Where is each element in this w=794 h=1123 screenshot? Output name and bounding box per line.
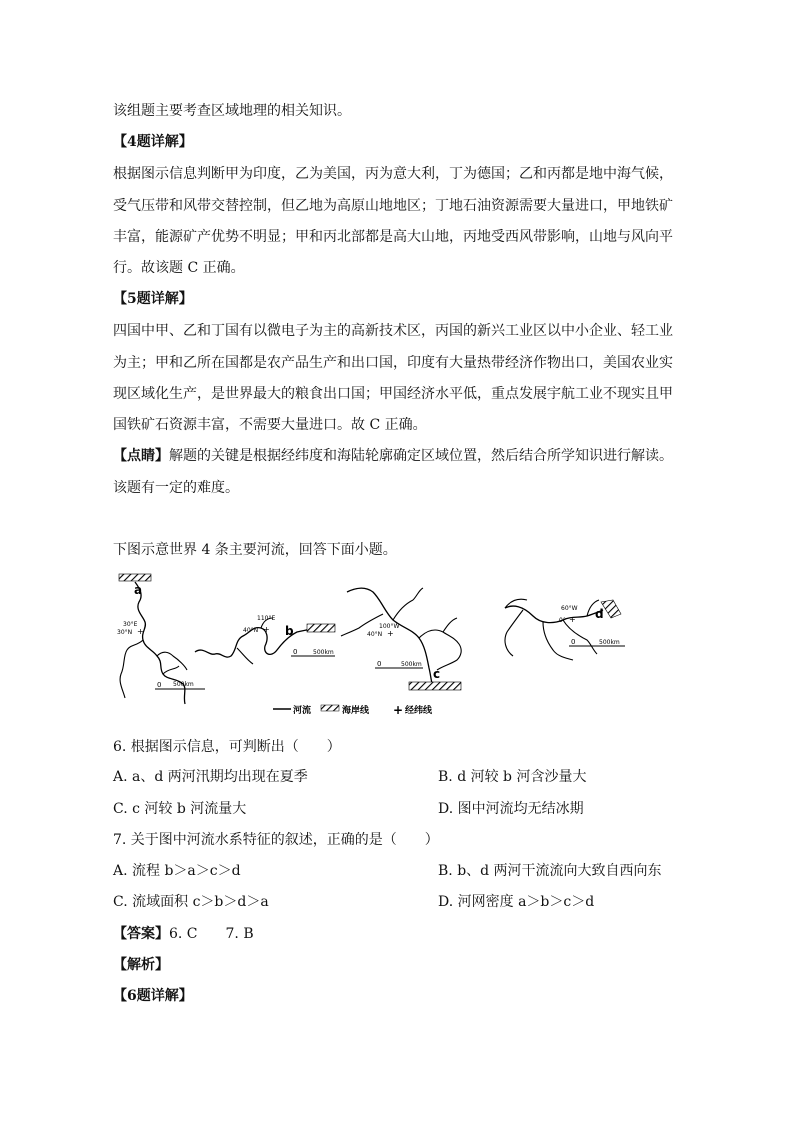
- coord-b-lon: 110°E: [257, 615, 276, 622]
- scale-b: 500km: [313, 649, 334, 656]
- svg-text:0: 0: [157, 681, 162, 689]
- coord-d-lon: 60°W: [561, 605, 578, 612]
- tip-text: 解题的关键是根据经纬度和海陆轮廓确定区域位置，然后结合所学知识进行解读。: [169, 448, 673, 464]
- answer-label: 【答案】: [113, 926, 169, 942]
- tip-line-1: [113, 446, 673, 466]
- q5-line-3: 现区域化生产，是世界最大的粮食出口国；甲国经济水平低，重点发展宇航工业不现实且甲: [113, 386, 673, 402]
- q7-option-d: D. 河网密度 a＞b＞c＞d: [438, 894, 595, 910]
- coord-d-lat: 0°: [559, 617, 566, 624]
- coord-b-lat: 40°N: [243, 627, 259, 634]
- q6-detail-heading: 【6题详解】: [113, 988, 193, 1004]
- q7-stem: 7. 关于图中河流水系特征的叙述，正确的是（ ）: [113, 832, 439, 848]
- legend-coast: 海岸线: [342, 706, 370, 716]
- map-legend: [273, 703, 433, 717]
- answer-text: 6. C 7. B: [169, 926, 254, 942]
- intro-line: 该组题主要考查区域地理的相关知识。: [113, 103, 351, 119]
- q5-line-4: 国铁矿石资源丰富，不需要大量进口。故 C 正确。: [113, 417, 427, 433]
- river-c: [341, 588, 461, 690]
- svg-text:+: +: [569, 615, 576, 624]
- q4-line-2: 受气压带和风带交替控制，但乙地为高原山地地区；丁地石油资源需要大量进口，甲地铁矿: [113, 198, 673, 214]
- q4-heading: 【4题详解】: [113, 134, 193, 150]
- map-intro: 下图示意世界 4 条主要河流，回答下面小题。: [113, 542, 397, 558]
- scale-c: 500km: [401, 661, 422, 668]
- q5-heading: 【5题详解】: [113, 291, 193, 307]
- q4-line-1: 根据图示信息判断甲为印度，乙为美国，丙为意大利，丁为德国；乙和丙都是地中海气候，: [113, 166, 673, 182]
- q7-option-a: A. 流程 b＞a＞c＞d: [113, 863, 241, 879]
- coord-a-lon: 30°E: [123, 621, 138, 628]
- coastline-c: [409, 682, 461, 690]
- scale-a: 500km: [173, 681, 194, 688]
- svg-text:+: +: [137, 627, 144, 636]
- svg-text:+: +: [263, 625, 270, 634]
- svg-text:0: 0: [571, 638, 576, 646]
- river-a: [117, 574, 205, 704]
- q5-line-2: 为主；甲和乙所在国都是农产品生产和出口国，印度有大量热带经济作物出口，美国农业实: [113, 355, 673, 371]
- coastline-a: [119, 574, 151, 581]
- answer-line: [113, 924, 254, 944]
- label-a: a: [134, 583, 143, 597]
- tip-line-2: 该题有一定的难度。: [113, 480, 239, 496]
- coord-c-lat: 40°N: [367, 631, 383, 638]
- q6-option-b: B. d 河较 b 河含沙量大: [438, 769, 587, 785]
- q6-option-c: C. c 河较 b 河流量大: [113, 801, 247, 817]
- legend-grid: 经纬线: [405, 706, 433, 716]
- scale-d: 500km: [599, 639, 620, 646]
- label-d: d: [595, 607, 604, 621]
- analysis-heading: 【解析】: [113, 957, 169, 973]
- q5-line-1: 四国中甲、乙和丁国有以微电子为主的高新技术区，丙国的新兴工业区以中小企业、轻工业: [113, 323, 673, 339]
- coord-c-lon: 100°W: [379, 623, 400, 630]
- svg-text:+: +: [393, 703, 404, 717]
- label-b: b: [285, 624, 294, 638]
- q6-option-a: A. a、d 两河汛期均出现在夏季: [113, 769, 308, 785]
- coastline-d: [601, 600, 621, 618]
- q6-option-d: D. 图中河流均无结冰期: [438, 801, 584, 817]
- svg-text:+: +: [387, 629, 394, 638]
- coastline-b: [307, 624, 335, 632]
- svg-text:0: 0: [377, 660, 382, 668]
- tip-label: 【点睛】: [113, 448, 169, 464]
- q6-stem: 6. 根据图示信息，可判断出（ ）: [113, 739, 341, 755]
- river-b: [195, 615, 335, 664]
- coord-a-lat: 30°N: [117, 629, 133, 636]
- label-c: c: [433, 667, 441, 681]
- q4-line-4: 行。故该题 C 正确。: [113, 260, 245, 276]
- q7-option-c: C. 流域面积 c＞b＞d＞a: [113, 894, 269, 910]
- q4-line-3: 丰富，能源矿产优势不明显；甲和丙北部都是高大山地，丙地受西风带影响，山地与风向平: [113, 229, 673, 245]
- river-d: [505, 599, 625, 660]
- legend-river: 河流: [293, 706, 312, 716]
- svg-text:0: 0: [293, 648, 298, 656]
- q7-option-b: B. b、d 两河干流流向大致自西向东: [438, 863, 662, 879]
- rivers-map: [113, 570, 703, 720]
